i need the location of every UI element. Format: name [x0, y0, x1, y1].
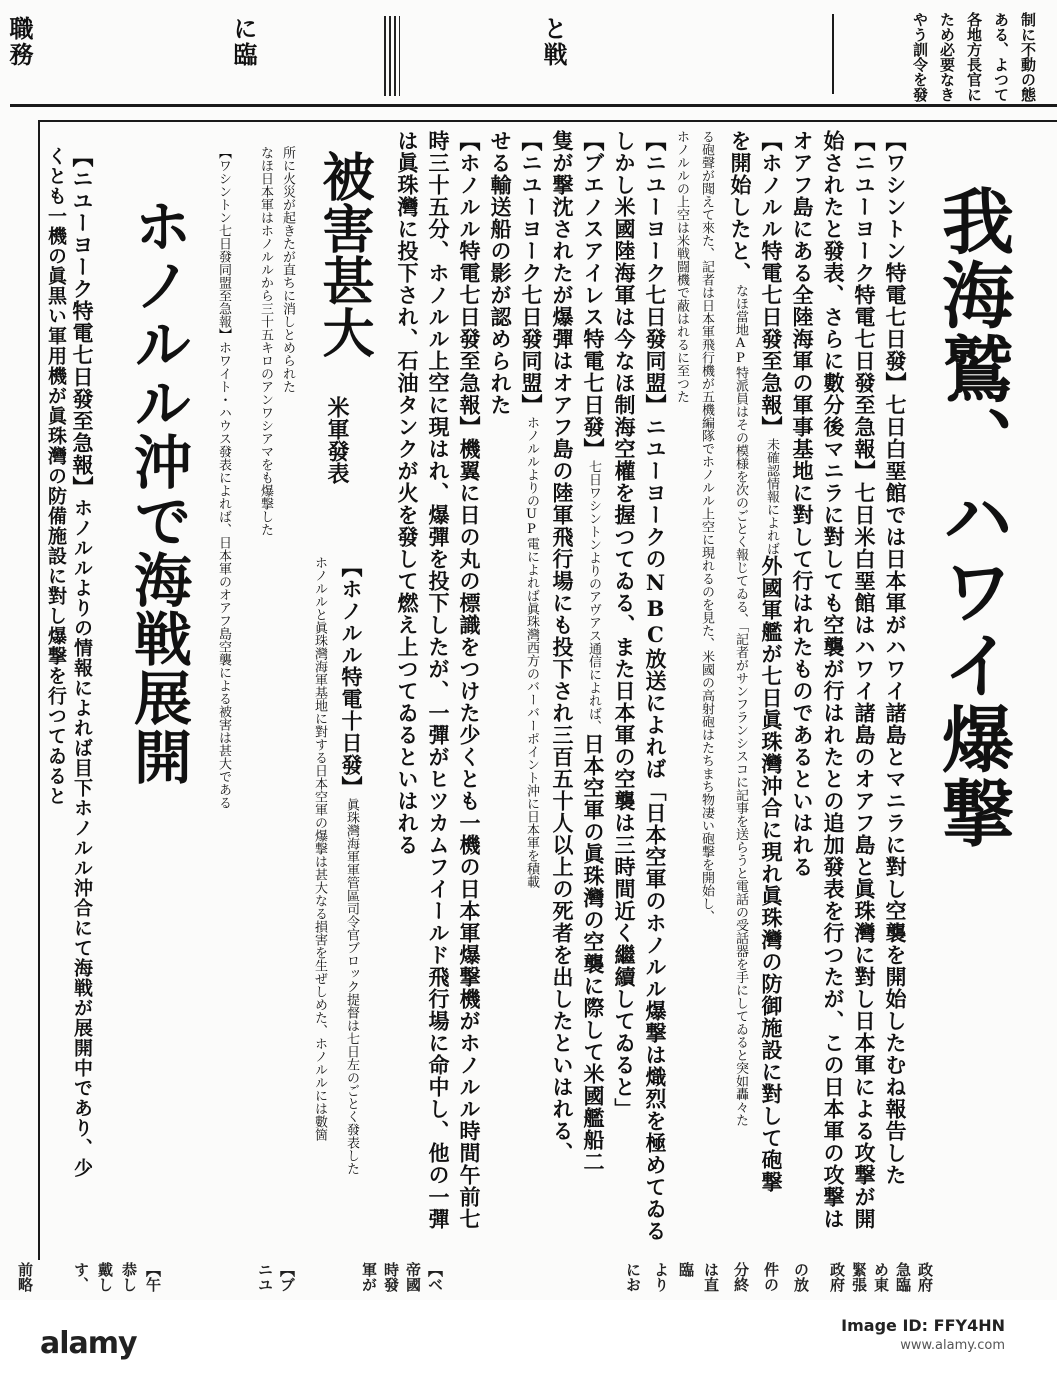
article-line: 【ニユーヨーク七日發同盟】ニユーヨークのNBC放送によれば「日本空軍のホノルル爆撃は熾烈を極めてゐる [643, 130, 668, 1242]
watermark-bar [0, 1300, 1057, 1390]
header-ornament [384, 16, 400, 96]
edge-column: は直 [702, 1262, 720, 1292]
header-char-to-sen: と戦 [539, 16, 568, 68]
dateline: 【ホノルル特電十日發】 [339, 556, 364, 798]
article-line: 【ホノルル特電七日發至急報】機翼に日の丸の標識をつけた少くとも一機の日本軍爆撃機がホノルル時間午前七 [457, 130, 482, 1230]
article-line: は眞珠灣に投下され、石油タンクが火を發して燃え上つてゐるといはれる [395, 130, 420, 856]
small-note: 眞珠灣海軍軍管區司令官ブロック提督は七日左のごとく發表した [344, 798, 359, 1175]
edge-column: 時發 [382, 1262, 400, 1292]
notice-line: ある、よつて [992, 12, 1010, 102]
dateline: 【ニユーヨーク特電七日發至急報】 [70, 146, 95, 498]
edge-column: 件の [762, 1262, 780, 1292]
edge-column: より [652, 1262, 670, 1292]
notice-line: ため必要なき [938, 12, 956, 102]
article-line: オアフ島にある全陸海軍の軍事基地に對して行はれたものであるといはれる [790, 130, 815, 878]
watermark-info [841, 1316, 1005, 1356]
small-note: 【ワシントン七日發同盟至急報】ホワイト・ハウス發表によれば、日本軍のオアフ島空襲による被害は甚大である [216, 146, 231, 809]
edge-column: 緊張 [850, 1262, 868, 1292]
edge-column: す、 [72, 1262, 90, 1292]
article-line: しかし米國陸海軍は今なほ制海空權を握つてゐる、また日本軍の空襲は三時間近く繼續してゐると」 [612, 130, 637, 1120]
edge-column: 【ブ [278, 1262, 296, 1292]
edge-column: の放 [792, 1262, 810, 1292]
small-note: 七日ワシントンよりのアヴアス通信によれば、 [586, 460, 601, 733]
alamy-logo: alamy [40, 1326, 137, 1361]
small-note: る砲聲が聞えて來た、 [699, 130, 714, 260]
article-line: 時三十五分、ホノルル上空に現はれ、爆彈を投下したが、一彈がヒツカムフイールド飛行場に命中し、他の一彈 [426, 130, 451, 1230]
article-text: 日本空軍の眞珠灣の空襲に際して米國艦船二 [581, 733, 606, 1173]
edge-column: 前略 [16, 1262, 34, 1292]
small-note: なほ當地AP特派員はその模様を次のごとく報じてゐる、「記者がサンフランシスコに記事を送らうと電話の受話器を手にしてゐると突如轟々た [733, 284, 748, 1127]
edge-column: 【ベ [426, 1262, 444, 1292]
article-line: 隻が撃沈されたが爆彈はオアフ島の陸軍飛行場にも投下され三百五十人以上の死者を出したといはれる、 [550, 130, 575, 1164]
small-note: なほ日本軍はホノルルから三十五キロのアンワシアマをも爆撃した [258, 146, 273, 536]
article-text: 外國軍艦が七日眞珠灣沖合に現れ眞珠灣の防御施設に對して砲撃 [759, 555, 784, 1193]
damage-headline: 被害甚大 [313, 150, 374, 358]
header-divider [832, 14, 834, 94]
edge-column: 戴し [96, 1262, 114, 1292]
edge-column: 政府 [916, 1262, 934, 1292]
article-top-rule [38, 120, 1057, 122]
damage-subhead: 米軍發表 [324, 396, 350, 484]
notice-line: やう訓令を發 [911, 12, 929, 102]
article-line: 【ワシントン特電七日發】七日白堊館では日本軍がハワイ諸島とマニラに對し空襲を開始したむね報告した [883, 130, 908, 1186]
edge-column: 軍が [360, 1262, 378, 1292]
small-note: ホノルルの上空は米戦闘機で蔽はれるに至つた [674, 130, 689, 403]
main-headline: 我海鷲、ハワイ爆撃 [930, 184, 1015, 850]
dateline: 【ニユーヨーク七日發同盟】 [519, 130, 544, 416]
edge-column: ニユ [256, 1262, 274, 1292]
small-note: 所に火災が起きたが直ちに消しとめられた [280, 146, 295, 393]
edge-column: 臨 [677, 1262, 695, 1277]
dateline: 【ブエノスアイレス特電七日發】 [581, 130, 606, 460]
edge-column: 帝國 [404, 1262, 422, 1292]
edge-column: 分終 [732, 1262, 750, 1292]
edge-column: 【午 [144, 1262, 162, 1292]
article-text: ホノルルよりの情報によれば目下ホノルル沖合にて海戦が展開中であり、少 [71, 498, 93, 1178]
site-url: www.alamy.com [900, 1338, 1005, 1353]
small-note: 未確認情報によれば [764, 438, 779, 555]
edge-column: にお [624, 1262, 642, 1292]
small-note: 記者は日本軍飛行機が五機編隊でホノルル上空に現れるのを見た、米國の高射砲はたちまち物凄い砲撃を開始し、 [699, 260, 714, 923]
header-char-shokumu: 職務 [5, 16, 34, 68]
dateline: 【ホノルル特電七日發至急報】 [759, 130, 784, 438]
article-line: 始されたと發表、さらに數分後マニラに對しても空襲が行はれたとの追加發表を行つたが、この日本軍の攻撃は [821, 130, 846, 1230]
edge-column: 急臨 [894, 1262, 912, 1292]
article-line: 【ニユーヨーク特電七日發至急報】七日米白堊館はハワイ諸島のオアフ島と眞珠灣に對し日本軍による攻撃が開 [852, 130, 877, 1230]
article-line: せる輸送船の影が認められた [488, 130, 513, 416]
image-id: Image ID: FFY4HN [841, 1316, 1005, 1335]
small-note: ホノルルよりのUP電によれば眞珠灣西方のバーバーポイント沖に日本軍を積載 [524, 416, 539, 888]
edge-column: 恭し [120, 1262, 138, 1292]
header-rule [10, 104, 1057, 107]
article-line: くとも一機の眞黒い軍用機が眞珠灣の防備施設に對し爆撃を行つてゐると [45, 146, 67, 806]
header-char-ni-rin: に臨 [229, 16, 258, 68]
edge-column: め東 [872, 1262, 890, 1292]
secondary-headline: ホノルル沖で海戦展開 [124, 196, 192, 786]
notice-line: 制に不動の態 [1019, 12, 1037, 102]
small-note: ホノルルと眞珠灣海軍基地に對する日本空軍の爆撃は甚大なる損害を生ぜしめた、ホノルルには數箇 [312, 556, 327, 1141]
article-text: を開始したと、 [728, 130, 753, 284]
edge-column: 政府 [828, 1262, 846, 1292]
notice-line: 各地方長官に [965, 12, 983, 102]
